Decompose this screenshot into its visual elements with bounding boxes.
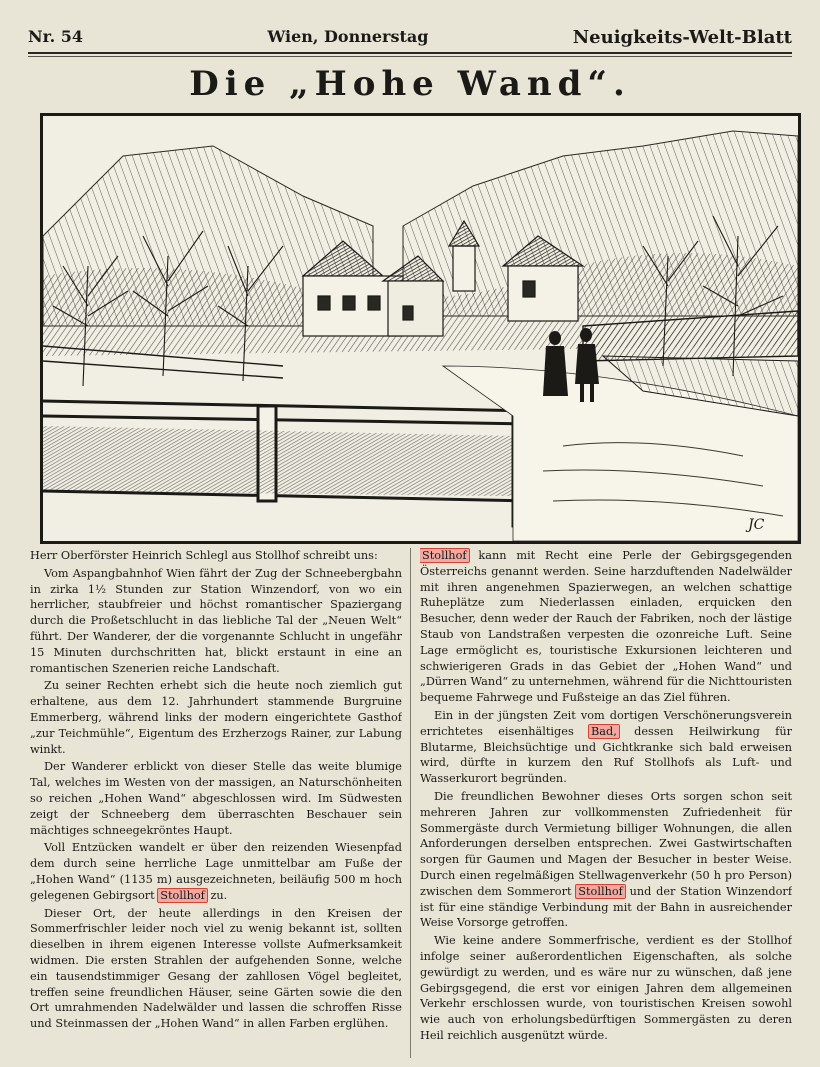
article-column-right bbox=[420, 548, 792, 1063]
article-title: Die „Hohe Wand“. bbox=[189, 64, 631, 104]
paragraph-text: Voll Entzücken wandelt er über den reizenden Wiesenpfad dem durch seine herrliche Lage unmittelbar am Fuße der „Hohen Wand“ (1135 m) ausgezeichneten, beiläufig 500 m hoch gelegenen Gebirgsort bbox=[30, 841, 402, 902]
highlighted-stollhof[interactable]: Stollhof bbox=[160, 888, 205, 902]
masthead bbox=[28, 18, 792, 54]
paragraph-text: dessen Heilwirkung für Blutarme, Bleichsüchtige und Gichtkranke sich bald erweisen wird, dürfte in kurzem den Ruf Stollhofs als Luft- und Wasserkurort begründen. bbox=[420, 724, 792, 786]
paragraph: Der Wanderer erblickt von dieser Stelle das weite blumige Tal, welches im Westen von der massigen, an Naturschönheiten so reichen „Hohen Wand“ abgeschlossen wird. Im Südwesten zeigt der Schneeberg dem überraschten Beschauer sein mächtiges schneegekröntes Haupt. bbox=[30, 760, 402, 837]
paragraph: Vom Aspangbahnhof Wien fährt der Zug der Schneebergbahn in zirka 1½ Stunden zur Station Winzendorf, von wo ein herrlicher, staubfreier und höchst romantischer Spaziergang durch die Proßetschlucht in das liebliche Tal der „Neuen Welt“ führt. Der Wanderer, der die vorgenannte Schlucht in ungefähr 15 Minuten durchschritten hat, blickt erstaunt in eine an romantischen Szenerien reiche Landschaft. bbox=[30, 566, 402, 675]
paragraph-text: Die freundlichen Bewohner dieses Orts sorgen schon seit mehreren Jahren zur vollkommensten Zufriedenheit für Sommergäste durch Vermietung billiger Wohnungen, die allen Anforderungen derselben entsprechen. Zwei Gastwirtschaften sorgen für Gaumen und Magen der Besucher in bester Weise. Durch einen regelmäßigen Stellwagenverkehr (50 h pro Person) zwischen dem Sommerort bbox=[420, 789, 792, 898]
paragraph: Zu seiner Rechten erhebt sich die heute noch ziemlich gut erhaltene, aus dem 12. Jahrhundert stammende Burgruine Emmerberg, während links der modern eingerichtete Gasthof „zur Teichmühle“, Eigentum des Erzherzogs Rainer, zur Labung winkt. bbox=[30, 679, 402, 756]
paragraph bbox=[30, 840, 402, 903]
place-and-day: Wien, Donnerstag bbox=[267, 27, 429, 46]
undergrowth bbox=[43, 426, 513, 496]
paragraph-text: zu. bbox=[210, 888, 228, 902]
highlighted-stollhof[interactable]: Stollhof bbox=[422, 549, 467, 562]
artist-signature: JC bbox=[748, 517, 765, 533]
paragraph bbox=[420, 789, 792, 931]
article-column-left bbox=[30, 548, 402, 1063]
paragraph: Wie keine andere Sommerfrische, verdient es der Stollhof infolge seiner außerordentlichen Eigenschaften, als solche gewürdigt zu werden, und es wäre nur zu wünschen, daß jene Gebirgsgegend, die erst vor einigen Jahren dem allgemeinen Verkehr erschlossen wurde, von touristischen Kreisen sowohl wie auch von erholungsbedürftigen Sommergästen zu deren Heil reichlich ausgenützt würde. bbox=[420, 934, 792, 1042]
village-illustration bbox=[40, 113, 801, 544]
paragraph-text: kann mit Recht eine Perle der Gebirgsgegenden Österreichs genannt werden. Seine harzduftenden Nadelwälder mit ihren angenehmen Spazierwegen, an welchen schattige Ruheplätze zum Niederlassen einladen, erquicken den Besucher, denn weder der Rauch der Fabriken, noch der lästige Staub von Landstraßen verpesten die ozonreiche Luft. Seine Lage ermöglicht es, touristische Exkursionen leichteren und schwierigeren Grads in das Gebiet der „Hohen Wand“ und „Dürren Wand“ zu unternehmen, während für die Nichttouristen bequeme Fahrwege und Fußsteige an das Ziel führen. bbox=[420, 549, 792, 705]
highlighted-stollhof[interactable]: Stollhof bbox=[578, 884, 623, 898]
column-divider bbox=[410, 548, 411, 1058]
paragraph bbox=[420, 548, 792, 706]
paragraph-text: und der Station Winzendorf ist für eine ständige Verbindung mit der Bahn in ausreichender Weise Vorsorge getroffen. bbox=[420, 884, 792, 930]
paragraph: Dieser Ort, der heute allerdings in den Kreisen der Sommerfrischler leider noch viel zu wenig bekannt ist, sollten dieselben in ihrem eigenen Interesse vollste Aufmerksamkeit widmen. Die ersten Strahlen der aufgehenden Sonne, welche ein tausendstimmiger Gesang der zahllosen Vögel begleitet, treffen seine freundlichen Häuser, seine Gärten sowie die den Ort umrahmenden Nadelwälder und lassen die schroffen Risse und Steinmassen der „Hohen Wand“ in allen Farben erglühen. bbox=[30, 906, 402, 1031]
article-intro: Herr Oberförster Heinrich Schlegl aus Stollhof schreibt uns: bbox=[30, 549, 378, 562]
issue-number: Nr. 54 bbox=[28, 27, 83, 46]
newspaper-name: Neuigkeits-Welt-Blatt bbox=[572, 27, 792, 48]
paragraph-text: Ein in der jüngsten Zeit vom dortigen Verschönerungsverein errichtetes eisenhältiges bbox=[420, 708, 792, 738]
engraving-svg bbox=[43, 116, 798, 541]
paragraph bbox=[420, 708, 792, 787]
highlighted-bad[interactable]: Bad, bbox=[591, 724, 617, 738]
masthead-rule bbox=[28, 56, 792, 57]
